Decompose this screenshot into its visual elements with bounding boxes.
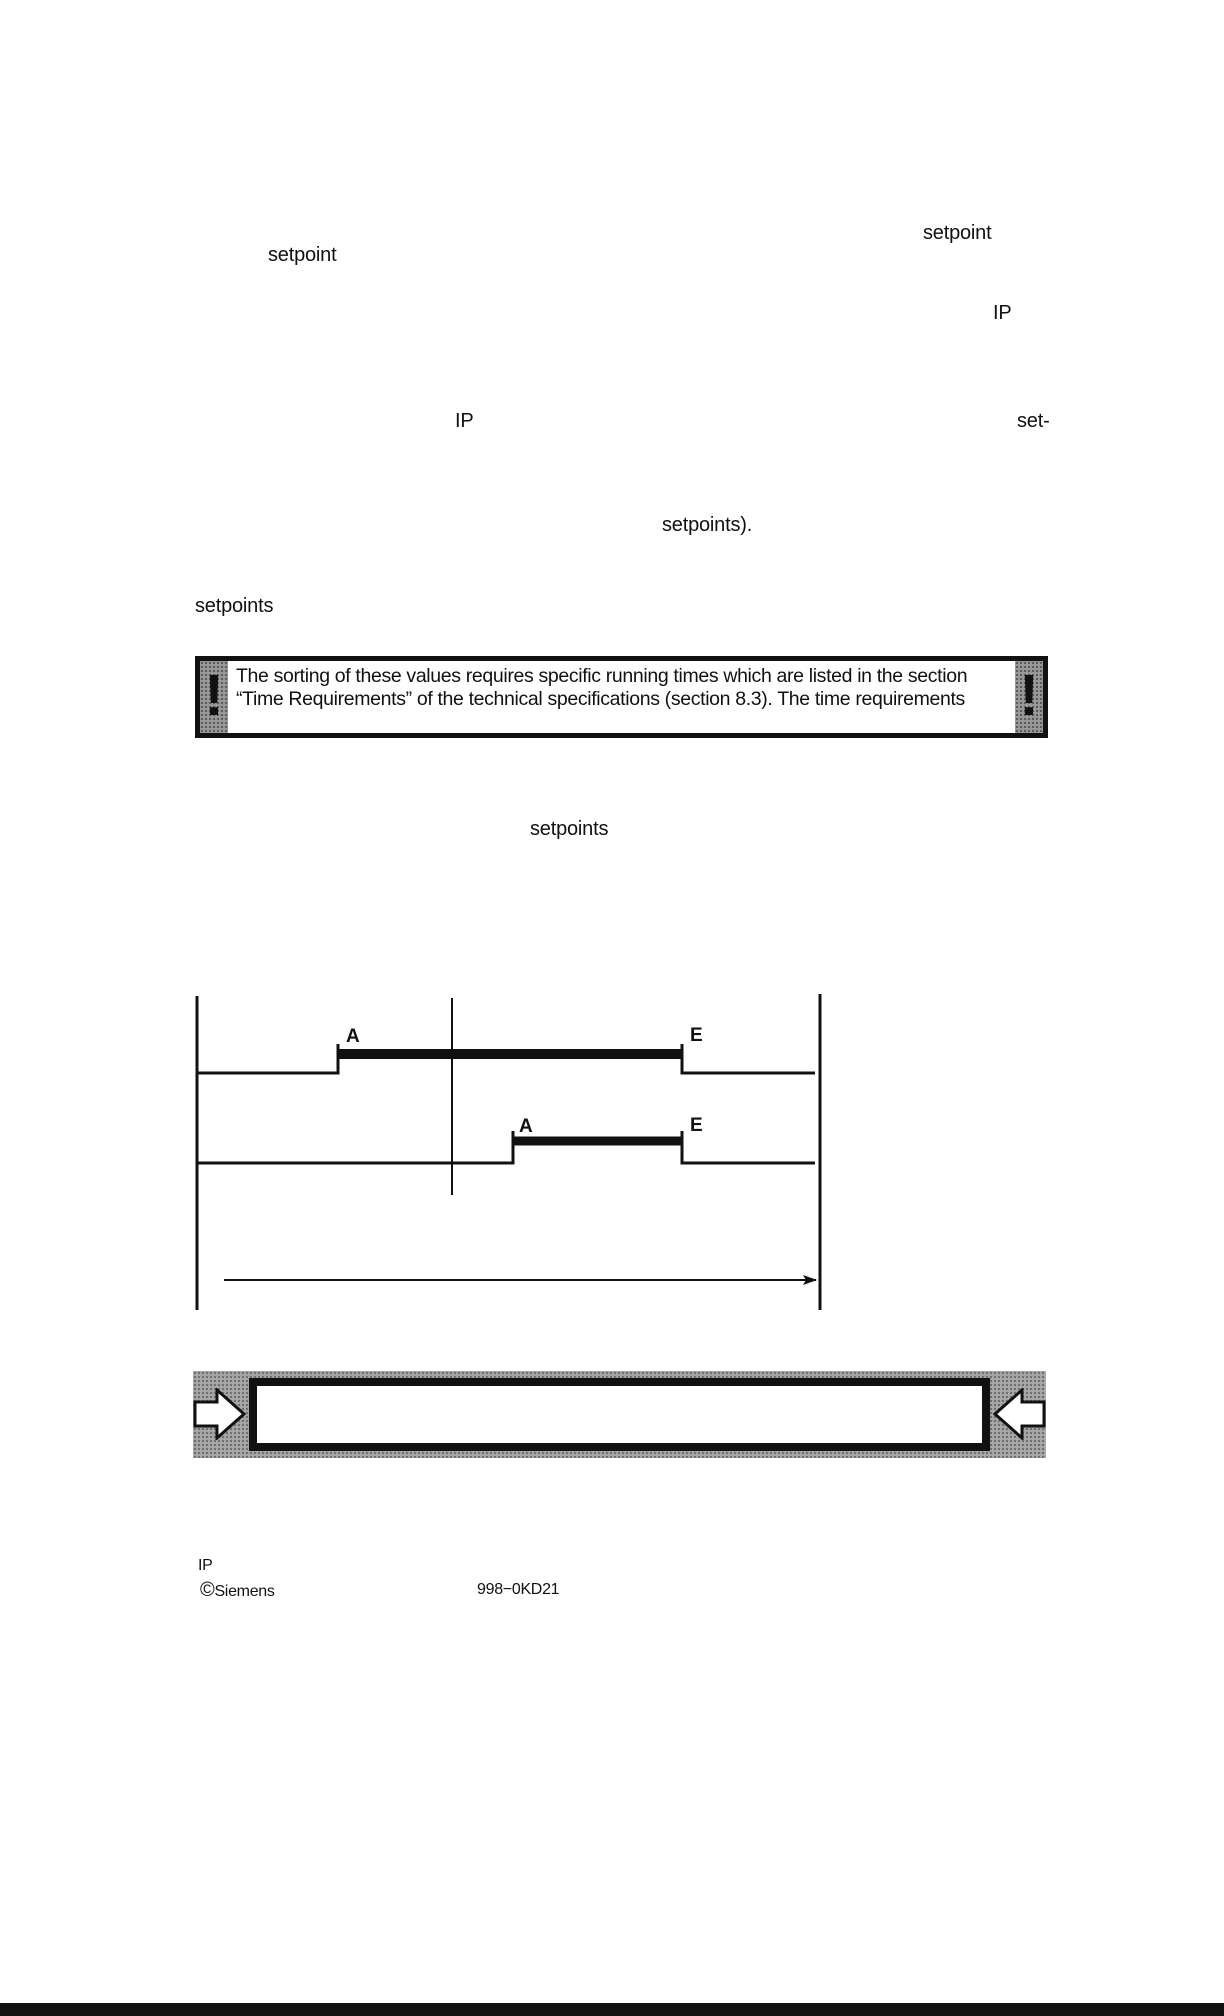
exclamation-icon: !: [1019, 663, 1039, 728]
body-word-ip-2: IP: [455, 410, 474, 432]
body-word-setpoints-2: setpoints: [530, 818, 609, 840]
note-side-right: [1015, 661, 1043, 733]
timing-diagram: [0, 990, 1224, 1320]
body-word-setpoints-paren: setpoints).: [662, 514, 753, 536]
exclamation-icon: !: [204, 663, 224, 728]
footer-ip: IP: [198, 1557, 213, 1574]
arrow-left-outline-icon: [992, 1388, 1046, 1440]
arrow-right-outline-icon: [193, 1388, 247, 1440]
row2-signal-line: [198, 1141, 815, 1163]
body-word-setpoints-1: setpoints: [195, 595, 274, 617]
bottom-rule: [0, 2003, 1224, 2016]
row1-start-label: A: [346, 1026, 360, 1047]
body-word-set-hyphen: set-: [1017, 410, 1050, 432]
row2-start-label: A: [519, 1116, 533, 1137]
timing-diagram-svg: [0, 990, 1224, 1320]
row1-end-label: E: [690, 1025, 703, 1046]
banner-content-box: [249, 1378, 990, 1451]
body-word-setpoint-1: setpoint: [923, 222, 992, 244]
note-box: [195, 656, 1048, 738]
result-banner: [193, 1371, 1046, 1458]
note-text: The sorting of these values requires specific running times which are listed in the section “Time Requirements” of the technical specifications (section 8.3). The time requirements: [236, 665, 968, 710]
note-side-left: [200, 661, 228, 733]
footer-company: Siemens: [214, 1583, 275, 1600]
body-word-ip-1: IP: [993, 302, 1012, 324]
copyright-icon: ©: [200, 1579, 215, 1601]
footer-code: 998−0KD21: [477, 1581, 560, 1598]
row2-end-label: E: [690, 1115, 703, 1136]
body-word-setpoint-2: setpoint: [268, 244, 337, 266]
footer-copyright: [200, 1579, 275, 1602]
